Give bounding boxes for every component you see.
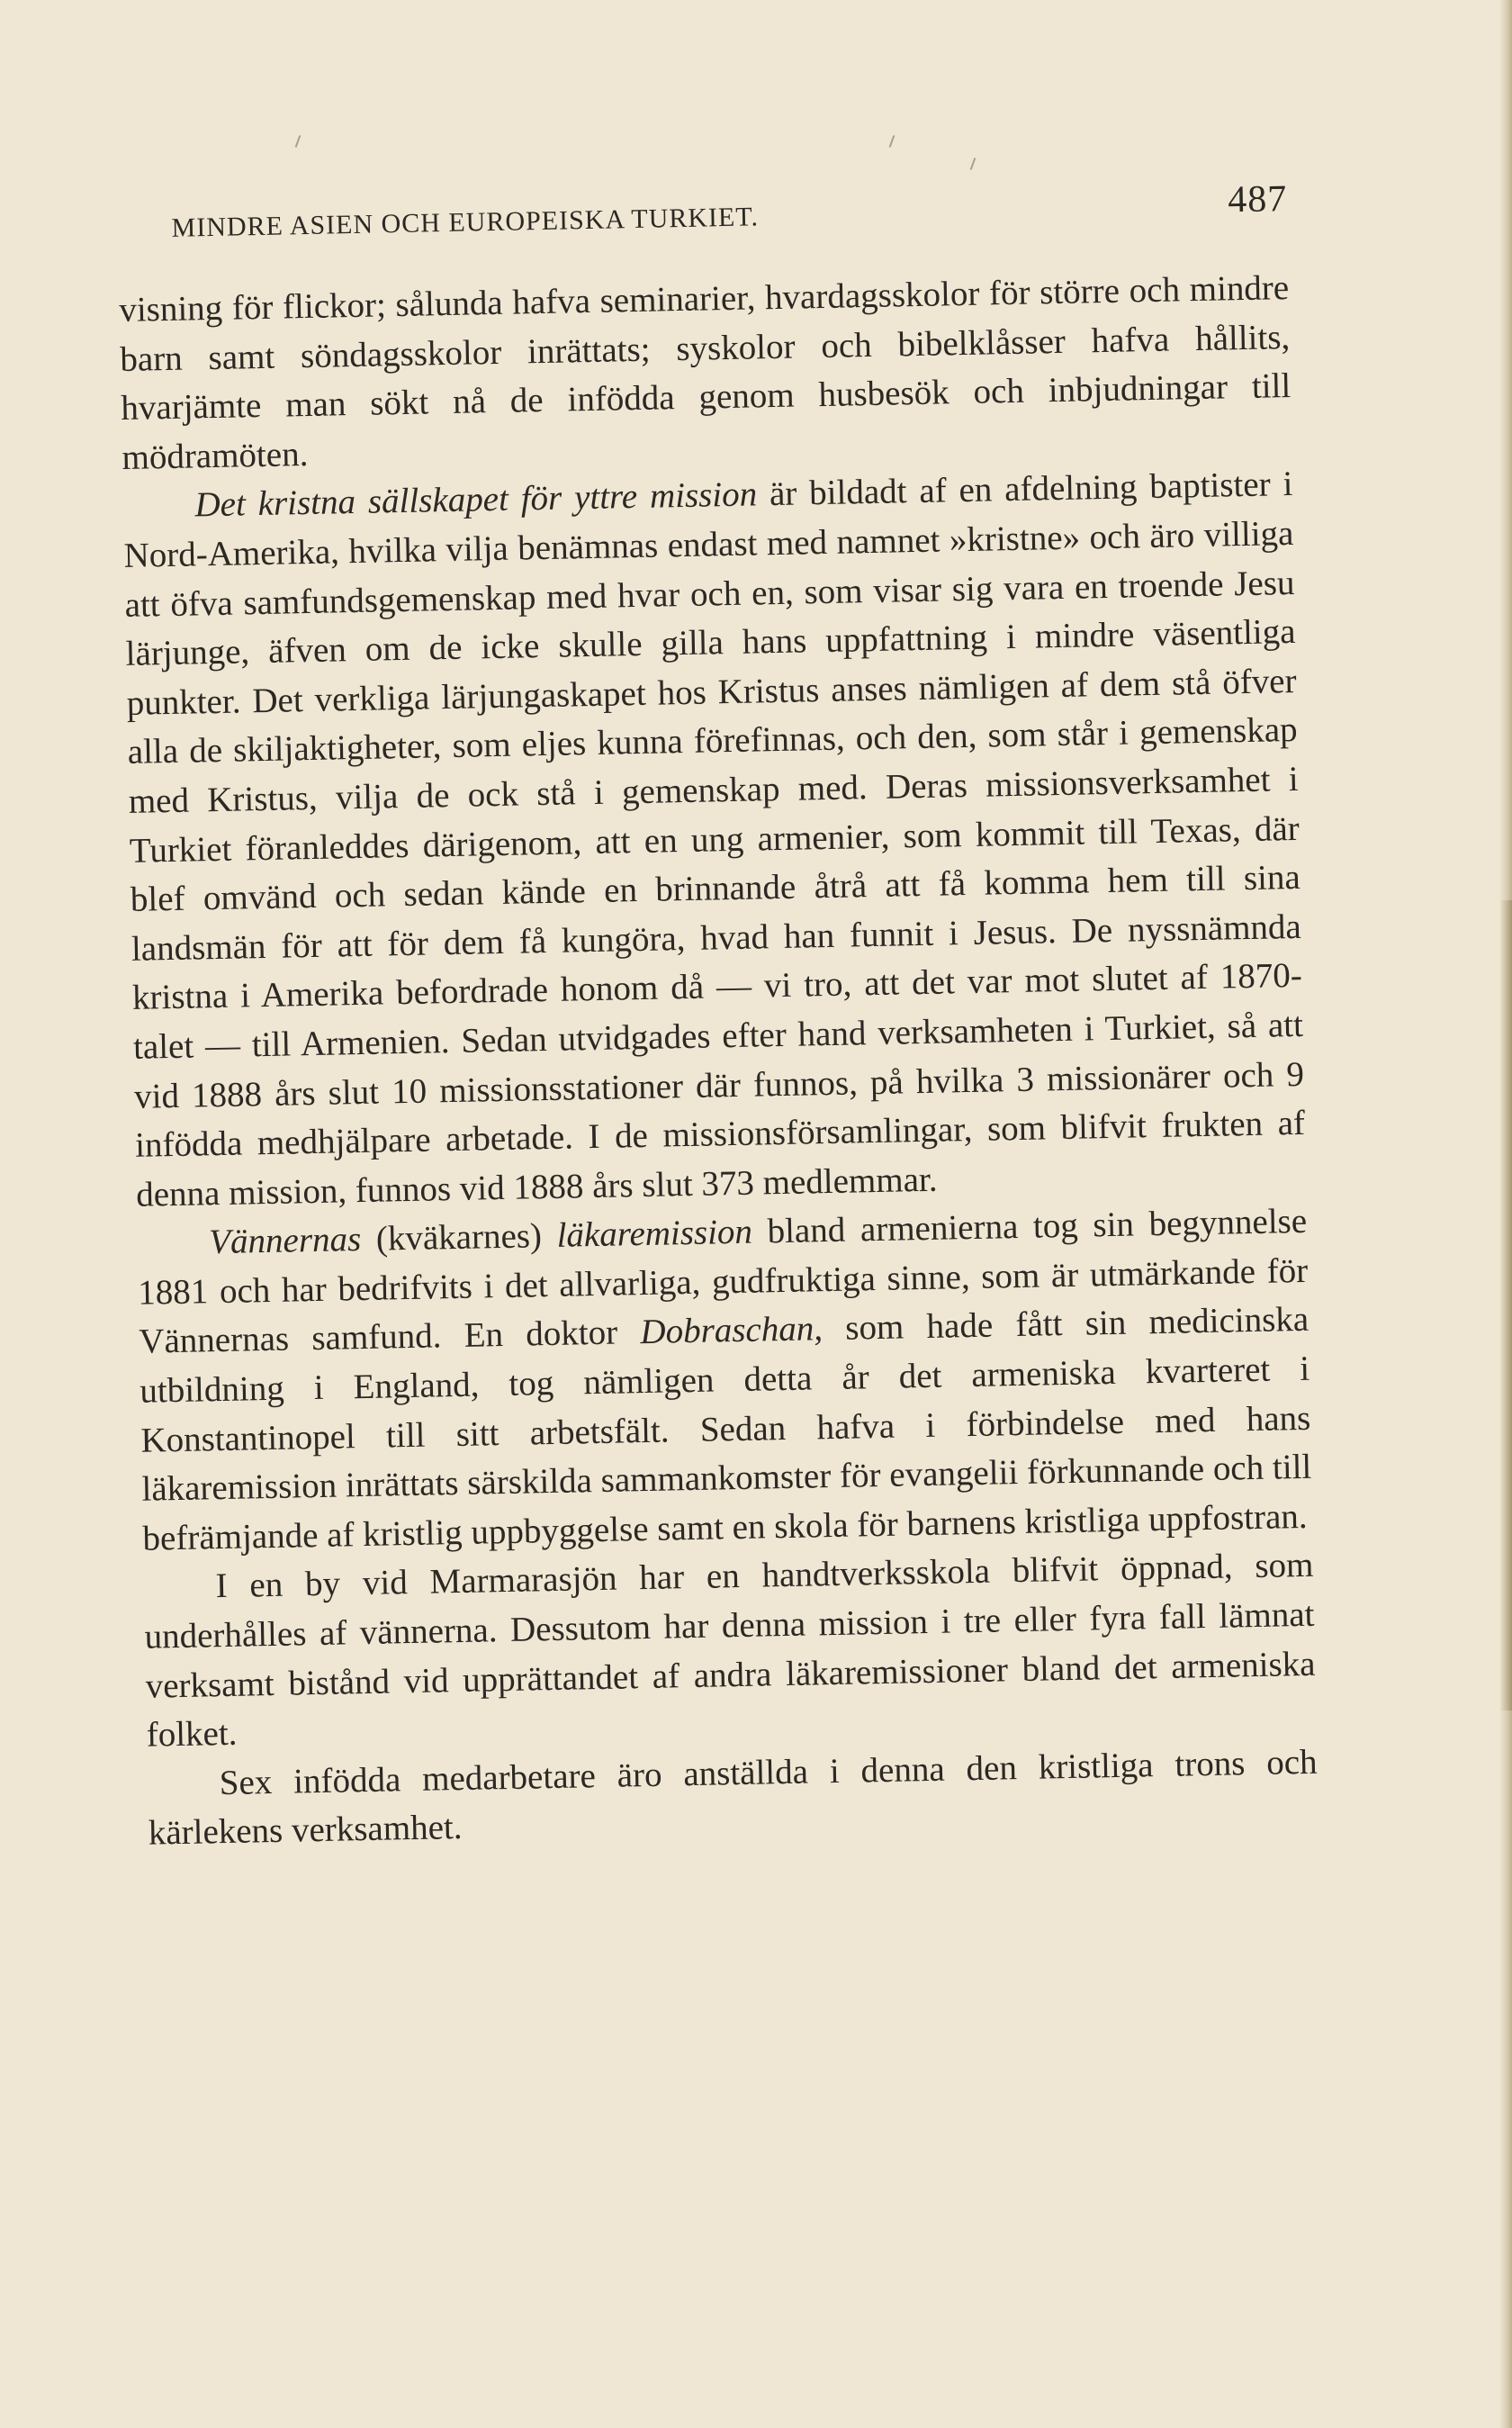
paper-speck — [970, 158, 976, 170]
paragraph — [143, 1541, 1317, 1760]
text-run: (kväkarnes) — [360, 1216, 558, 1259]
text-run: visning för flickor; sålunda hafva seminarier, hvardagsskolor för större och mindre barn samt söndagsskolor inrättats; syskolor och bibelklåsser hafva hållits, hvarjämte man sökt nå de infödda genom husbesök och inbjudningar till mödramöten. — [118, 268, 1292, 477]
paragraph — [137, 1197, 1313, 1564]
italic-term: läkaremission — [556, 1212, 753, 1256]
italic-term: Det kristna sällskapet för yttre mission — [194, 474, 758, 525]
text-run: I en by vid Marmarasjön har en handtverksskola blifvit öppnad, som underhålles af vännerna. Dessutom har denna mission i tre eller fyra fall lämnat verksamt bistånd vid upprättandet af andra läkaremissioner bland det armeniska folket. — [144, 1546, 1316, 1755]
page-edge-shadow — [1499, 900, 1512, 1710]
paper-speck — [889, 135, 896, 148]
body-text — [119, 264, 1318, 1859]
text-run: som hade fått sin medicinska utbildning i England, tog nämligen detta år det armeniska kvarteret i Konstantinopel till sitt arbetsfält. Sedan hafva i förbindelse med hans läkaremission inrättats särskilda sammankomster för evangelii förkunnande och till befrämjande af kristlig uppbyggelse samt en skola för barnens kristliga uppfostran. — [139, 1300, 1312, 1558]
page-header — [117, 177, 1288, 254]
page-number: 487 — [1227, 178, 1288, 221]
printed-text-block — [117, 177, 1318, 1859]
italic-term: Dobraschan, — [640, 1309, 824, 1352]
text-run: är bildadt af en afdelning baptister i Nord-Amerika, hvilka vilja benämnas endast med namnet »kristne» och äro villiga att öfva samfundsgemenskap med hvar och en, som visar sig vara en troende Jesu lärjunge, äfven om de icke skulle gilla hans uppfattning i mindre väsentliga punkter. Det verkliga lärjungaskapet hos Kristus anses nämligen af dem stå öfver alla de skiljaktigheter, som eljes kunna förefinnas, och den, som står i gemenskap med Kristus, vilja de ock stå i gemenskap med. Deras missionsverksamhet i Turkiet föranleddes därigenom, att en ung armenier, som kommit till Texas, där blef omvänd och sedan kände en brinnande åtrå att få komma hem till sina landsmän för att för dem få kungöra, hvad han funnit i Jesus. De nyssnämnda kristna i Amerika befordrade honom då — vi tro, att det var mot slutet af 1870-talet — till Armenien. Sedan utvidgades efter hand verksamheten i Turkiet, så att vid 1888 års slut 10 missionsstationer där funnos, på hvilka 3 missionärer och 9 infödda medhjälpare arbetade. I de missionsförsamlingar, som blifvit frukten af denna mission, funnos vid 1888 års slut 373 medlemmar. — [123, 465, 1306, 1214]
italic-term: Vännernas — [208, 1220, 362, 1262]
text-run: bland armenierna tog sin begynnelse 1881 och har bedrifvits i det allvarliga, gudfruktiga sinne, som är utmärkande för Vännernas samfund. En doktor — [137, 1202, 1309, 1362]
paragraph — [119, 264, 1292, 483]
paragraph — [122, 460, 1306, 1220]
running-head: MINDRE ASIEN OCH EUROPEISKA TURKIET. — [171, 202, 760, 243]
text-run: Sex infödda medarbetare äro anställda i denna den kristliga trons och kärlekens verksamhet. — [148, 1742, 1318, 1854]
paper-speck — [295, 135, 302, 148]
